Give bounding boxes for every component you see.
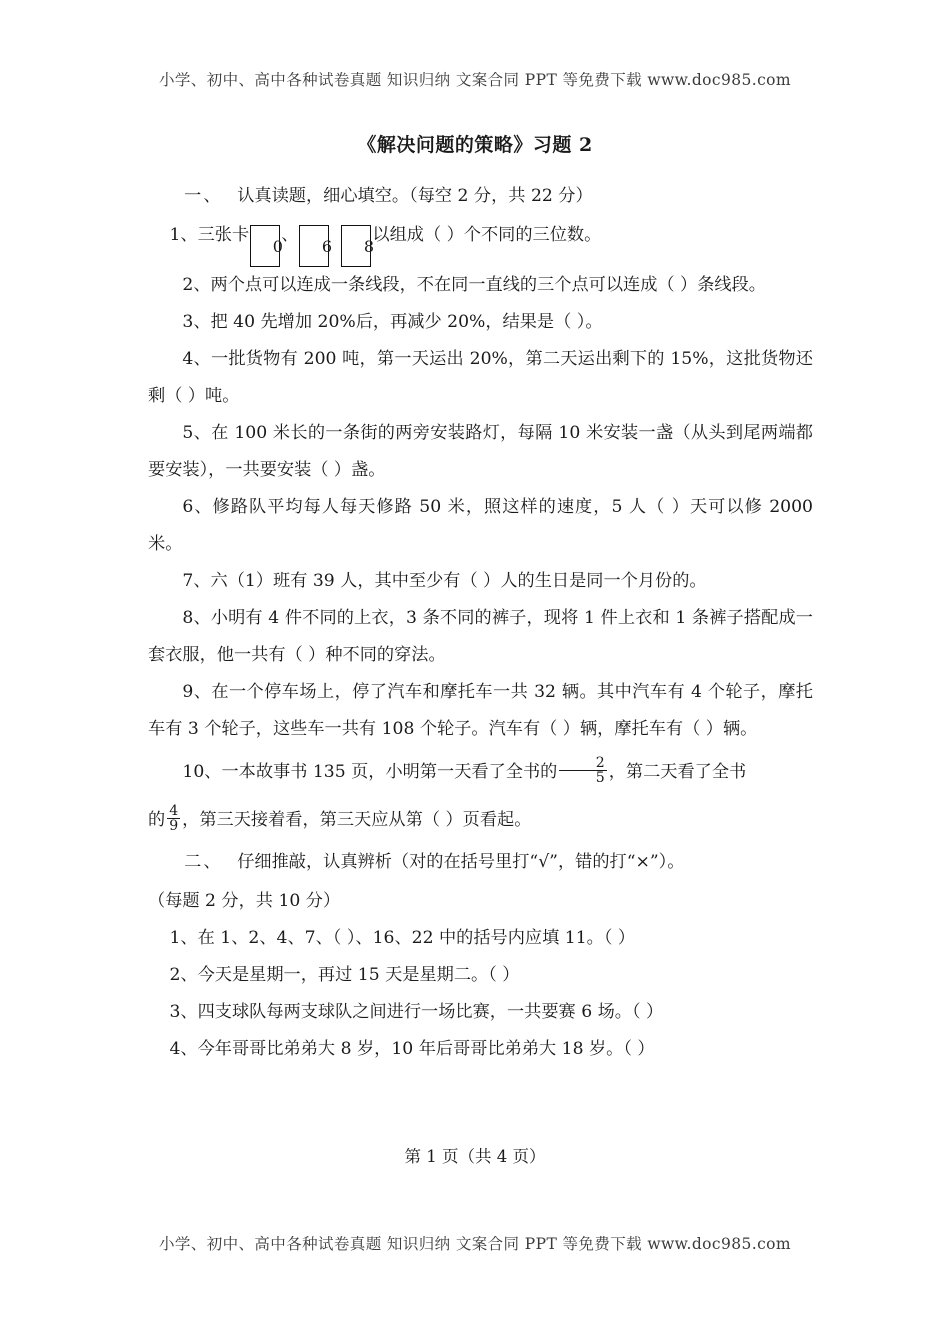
digit-card-6: 6 (299, 225, 329, 267)
question-10-line-1 (148, 748, 813, 796)
question-3: 3、把 40 先增加 20%后，再减少 20%，结果是（ ）。 (182, 312, 603, 332)
section-two-heading-line2: （每题 2 分，共 10 分） (148, 891, 341, 911)
question-1-text-a: 1、三张卡 (169, 225, 250, 245)
question-1-text-b: 以组成（ ）个不同的三位数。 (372, 225, 602, 245)
fraction-numerator: 2 (595, 754, 605, 771)
question-10-text-a: 10、一本故事书 135 页，小明第一天看了全书的 (182, 762, 558, 782)
promo-header-text: 小学、初中、高中各种试卷真题 知识归纳 文案合同 PPT 等免费下载 www.doc985.com (159, 71, 791, 89)
section-one-heading-text: 认真读题，细心填空。（每空 2 分，共 22 分） (237, 186, 593, 206)
truefalse-question-2: 2、今天是星期一，再过 15 天是星期二。（ ） (169, 965, 520, 985)
digit-card-0: 0 (250, 225, 280, 267)
question-9: 9、在一个停车场上，停了汽车和摩托车一共 32 辆。其中汽车有 4 个轮子，摩托车有 3 个轮子，这些车一共有 108 个轮子。汽车有（ ）辆，摩托车有（ ）辆。 (148, 682, 813, 739)
truefalse-question-4: 4、今年哥哥比弟弟大 8 岁，10 年后哥哥比弟弟大 18 岁。（ ） (169, 1039, 655, 1059)
truefalse-question-3: 3、四支球队每两支球队之间进行一场比赛，一共要赛 6 场。（ ） (169, 1002, 664, 1022)
question-10-line-2 (148, 796, 813, 844)
fraction-denominator: 5 (559, 770, 606, 785)
section-one-number: 一、 (184, 186, 223, 206)
fraction-denominator: 9 (169, 818, 179, 835)
question-5: 5、在 100 米长的一条街的两旁安装路灯，每隔 10 米安装一盏（从头到尾两端都要安装），一共要安装（ ）盏。 (148, 423, 813, 480)
document-body (148, 178, 813, 1068)
page-number-footer: 第 1 页（共 4 页） (404, 1147, 546, 1166)
fraction-numerator: 4 (169, 802, 179, 819)
fraction-four-ninths (167, 804, 180, 834)
section-two-number: 二、 (184, 852, 223, 872)
question-10-text-d: ，第三天接着看，第三天应从第（ ）页看起。 (182, 810, 532, 830)
section-two-heading-text: 仔细推敲，认真辨析（对的在括号里打“√”，错的打“×”）。 (237, 852, 685, 872)
question-8: 8、小明有 4 件不同的上衣，3 条不同的裤子，现将 1 件上衣和 1 条裤子搭配成一套衣服，他一共有（ ）种不同的穿法。 (148, 608, 813, 665)
section-two-heading (148, 844, 813, 881)
question-1 (148, 217, 813, 267)
truefalse-question-1: 1、在 1、2、4、7、（ ）、16、22 中的括号内应填 11。（ ） (169, 928, 636, 948)
promo-footer-text: 小学、初中、高中各种试卷真题 知识归纳 文案合同 PPT 等免费下载 www.doc985.com (159, 1235, 791, 1253)
question-10-text-c: 的 (148, 810, 166, 830)
question-2: 2、两个点可以连成一条线段，不在同一直线的三个点可以连成（ ）条线段。 (182, 275, 766, 295)
question-6: 6、修路队平均每人每天修路 50 米，照这样的速度，5 人（ ）天可以修 2000 米。 (148, 497, 813, 554)
question-4: 4、一批货物有 200 吨，第一天运出 20%，第二天运出剩下的 15%，这批货物还剩（ ）吨。 (148, 349, 813, 406)
question-7: 7、六（1）班有 39 人，其中至少有（ ）人的生日是同一个月份的。 (182, 571, 707, 591)
fraction-two-fifths (559, 756, 606, 786)
page-title: 《解决问题的策略》习题 2 (357, 134, 593, 156)
question-10-text-b: ，第二天看了全书 (608, 762, 747, 782)
card-separator: 、 (281, 225, 299, 245)
digit-card-8: 8 (341, 225, 371, 267)
section-one-heading (148, 178, 813, 215)
